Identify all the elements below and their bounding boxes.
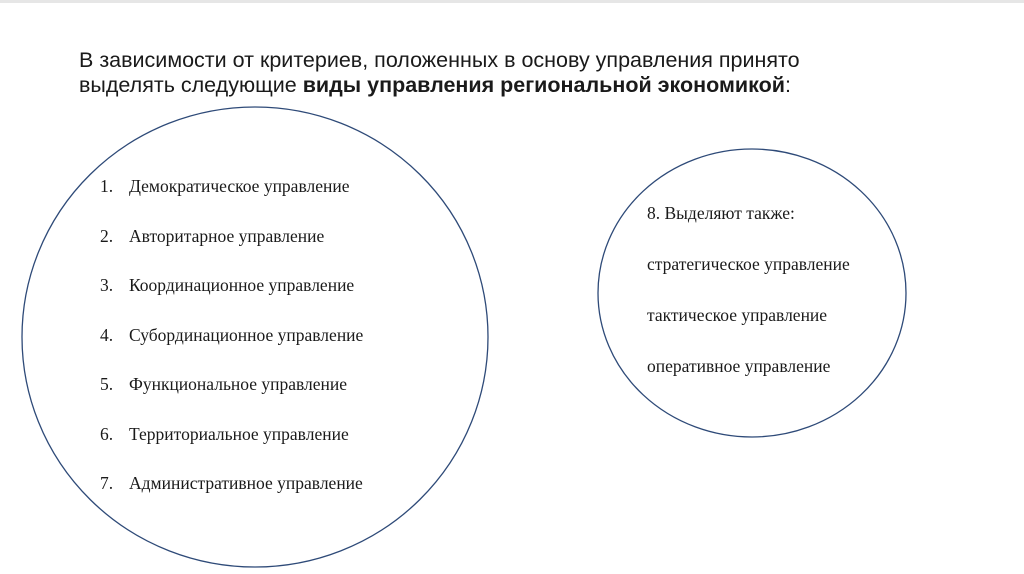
item-number: 4.	[100, 324, 114, 345]
item-label: Демократическое управление	[129, 176, 350, 196]
item-number: 2.	[100, 225, 114, 246]
item-label: Авторитарное управление	[129, 225, 325, 246]
list-item	[100, 273, 363, 323]
list-item	[100, 471, 363, 521]
item-label: Субординационное управление	[129, 324, 364, 345]
item-label: Координационное управление	[129, 275, 355, 295]
list-item	[100, 422, 363, 472]
item-number: 6.	[100, 423, 114, 444]
heading-line-2-prefix: выделять следующие	[79, 73, 303, 97]
list-item	[100, 323, 363, 373]
left-circle-list	[100, 174, 363, 521]
heading-line-2-bold: виды управления региональной экономикой	[302, 73, 785, 97]
list-item: тактическое управление	[647, 305, 828, 325]
right-circle-title: 8. Выделяют также:	[647, 203, 795, 223]
heading-line-2-suffix: :	[784, 73, 791, 97]
item-number: 5.	[100, 374, 114, 394]
item-label: Территориальное управление	[129, 423, 349, 444]
item-label: Административное управление	[129, 473, 363, 493]
item-number: 3.	[100, 275, 114, 295]
item-label: Функциональное управление	[129, 374, 348, 394]
item-number: 7.	[100, 473, 114, 493]
list-item	[100, 372, 363, 422]
item-number: 1.	[100, 176, 114, 196]
list-item	[100, 174, 363, 224]
list-item: стратегическое управление	[647, 254, 850, 274]
list-item	[100, 224, 363, 274]
right-circle-list	[647, 201, 850, 405]
heading-line-1: В зависимости от критериев, положенных в основу управления принято	[79, 48, 800, 72]
list-item: оперативное управление	[647, 356, 831, 376]
